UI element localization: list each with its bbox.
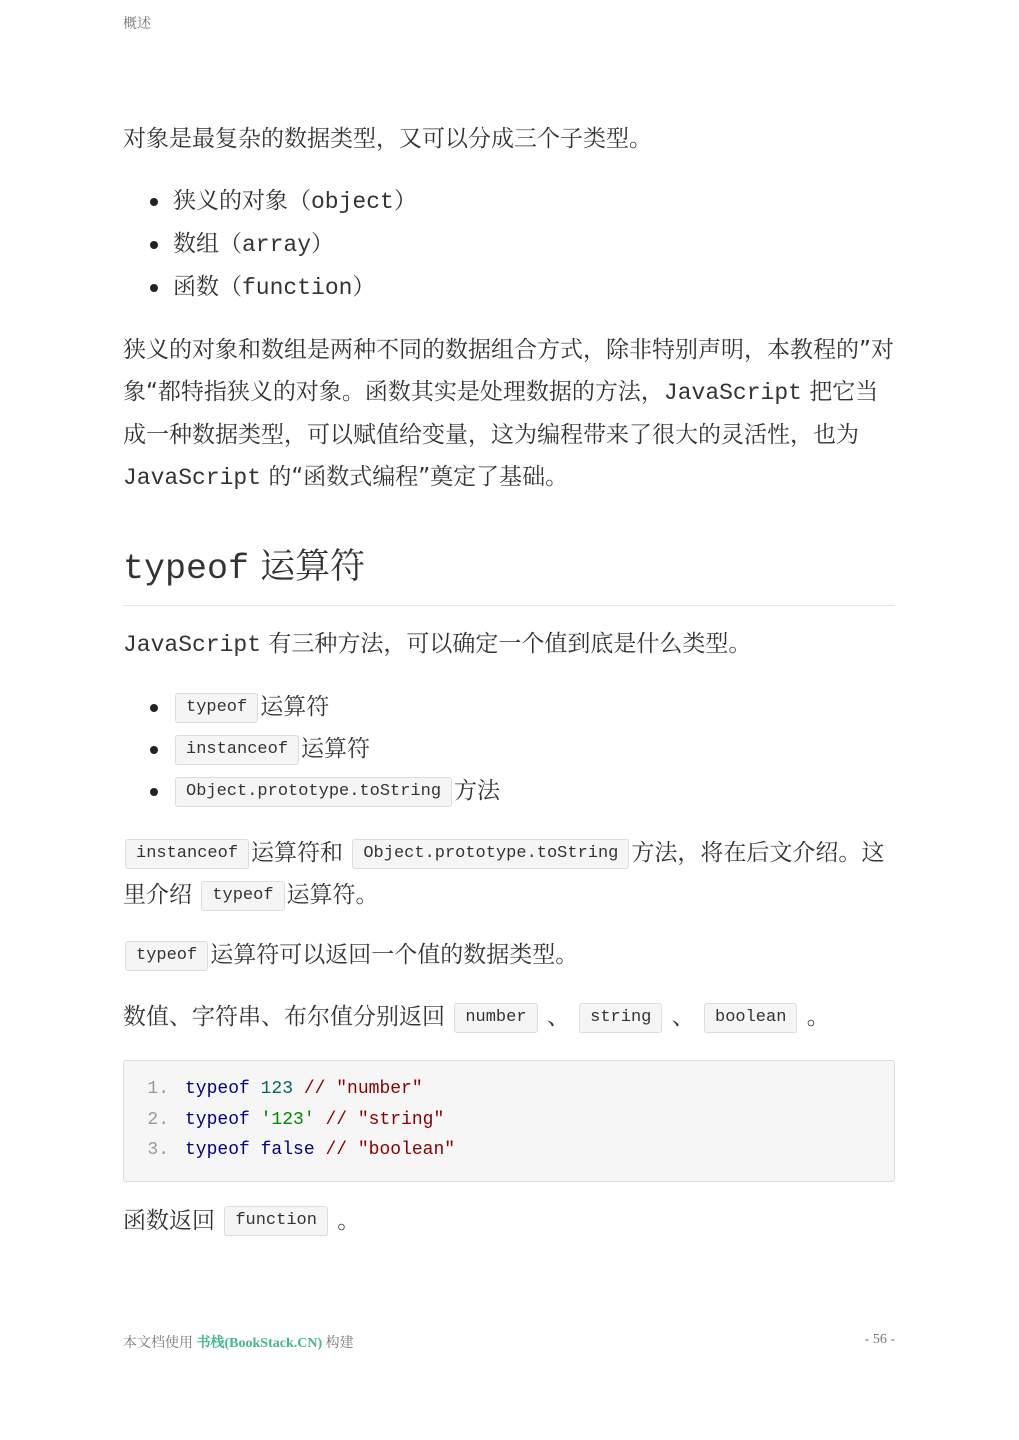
footer-credit: 本文档使用 书栈(BookStack.CN) 构建 [123, 1336, 354, 1351]
type-methods-list [123, 686, 895, 812]
inline-code: typeof [201, 881, 284, 911]
code-block [123, 1060, 895, 1182]
code-line: 3. typeof false // "boolean" [124, 1135, 894, 1166]
code-line: 1. typeof 123 // "number" [124, 1074, 894, 1105]
inline-code: function [224, 1206, 328, 1236]
page-number: - 56 - [864, 1332, 895, 1347]
inline-code: Object.prototype.toString [175, 777, 452, 807]
section-lead: JavaScript 有三种方法，可以确定一个值到底是什么类型。 [123, 631, 752, 658]
list-item: instanceof 运算符 [123, 728, 895, 770]
section-heading: typeof 运算符 [123, 543, 895, 606]
list-item: Object.prototype.toString 方法 [123, 770, 895, 812]
running-header [123, 13, 151, 33]
list-item: 数组（array） [123, 223, 895, 266]
intro-paragraph: 对象是最复杂的数据类型，又可以分成三个子类型。 [123, 126, 652, 152]
note-paragraph: instanceof 运算符和 Object.prototype.toString 方法，将在后文介绍。这里介绍 typeof 运算符。 [123, 832, 895, 916]
line-number: 2. [147, 1109, 169, 1130]
inline-code: instanceof [175, 735, 299, 765]
explanation-paragraph: 狭义的对象和数组是两种不同的数据组合方式，除非特别声明，本教程的”对象“都特指狭义的对象。函数其实是处理数据的方法，JavaScript 把它当成一种数据类型，可以赋值给变量，这为编程带来了很大的灵活性，也为 JavaScript 的“函数式编程”奠定了基础。 [123, 337, 894, 491]
list-item: 狭义的对象（object） [123, 180, 895, 223]
list-item: 函数（function） [123, 266, 895, 309]
primitive-returns-paragraph: 数值、字符串、布尔值分别返回 number 、 string 、 boolean 。 [123, 996, 895, 1038]
inline-code: typeof [125, 941, 208, 971]
inline-code: string [579, 1003, 662, 1033]
inline-code: instanceof [125, 839, 249, 869]
brand-link[interactable]: 书栈(BookStack.CN) [196, 1336, 323, 1351]
inline-code: number [454, 1003, 537, 1033]
typeof-returns-paragraph: typeof 运算符可以返回一个值的数据类型。 [123, 934, 895, 976]
page-content [123, 118, 895, 1242]
inline-code: boolean [704, 1003, 797, 1033]
running-footer [123, 1332, 895, 1352]
inline-code: typeof [175, 693, 258, 723]
function-returns-paragraph: 函数返回 function 。 [123, 1200, 895, 1242]
chapter-title: 概述 [123, 16, 151, 32]
object-subtypes-list [123, 180, 895, 309]
list-item: typeof 运算符 [123, 686, 895, 728]
line-number: 1. [147, 1079, 169, 1099]
inline-code: Object.prototype.toString [352, 839, 629, 869]
code-line: 2. typeof '123' // "string" [124, 1105, 894, 1136]
line-number: 3. [147, 1140, 169, 1160]
